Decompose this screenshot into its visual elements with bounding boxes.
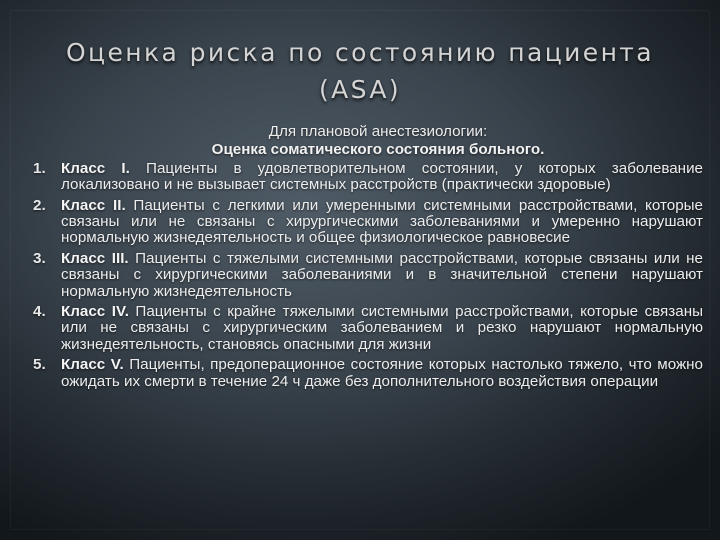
list-item-number: 4. <box>33 303 46 321</box>
list-item-number: 5. <box>33 356 46 374</box>
slide-title <box>20 34 700 108</box>
intro-heading: Оценка соматического состояния больного. <box>211 141 545 159</box>
class-label: Класс II. <box>61 196 126 214</box>
intro-text: Для плановой анестезиологии: <box>268 123 488 140</box>
list-item-class-2 <box>33 198 703 247</box>
class-label: Класс III. <box>61 249 129 267</box>
list-item-number: 1. <box>33 159 46 177</box>
intro-block <box>33 124 703 159</box>
list-item-number: 2. <box>33 196 46 214</box>
class-description: Пациенты с легкими или умеренными системными расстройствами, которые связаны или не связаны с хирургическими заболеваниями и умеренно нарушают нормальную жизнедеятельность и общее физиологическое равновесие <box>61 196 703 247</box>
list-item-class-3 <box>33 251 703 300</box>
list-item-class-4 <box>33 304 703 353</box>
title-line-2: (ASA) <box>318 75 402 104</box>
class-label: Класс I. <box>61 159 130 177</box>
list-item-number: 3. <box>33 249 46 267</box>
list-item-class-1 <box>33 161 703 194</box>
class-label: Класс V. <box>61 356 124 374</box>
class-description: Пациенты с крайне тяжелыми системными расстройствами, которые связаны или не связаны с хирургическим заболеванием и резко нарушают нормальную жизнедеятельность, становясь опасными для жизни <box>61 303 703 353</box>
slide-content <box>33 124 703 394</box>
class-label: Класс IV. <box>61 303 129 321</box>
asa-class-list <box>33 161 703 390</box>
title-line-1: Оценка риска по состоянию пациента <box>65 38 654 67</box>
class-description: Пациенты, предоперационное состояние которых настолько тяжело, что можно ожидать их смерти в течение 24 ч даже без дополнительного воздействия операции <box>61 356 703 390</box>
class-description: Пациенты с тяжелыми системными расстройствами, которые связаны или не связаны с хирургическими заболеваниями и в значительной степени нарушают нормальную жизнедеятельность <box>61 249 704 300</box>
class-description: Пациенты в удовлетворительном состоянии, у которых заболевание локализовано и не вызывает системных расстройств (практически здоровые) <box>61 159 703 194</box>
list-item-class-5 <box>33 357 703 390</box>
